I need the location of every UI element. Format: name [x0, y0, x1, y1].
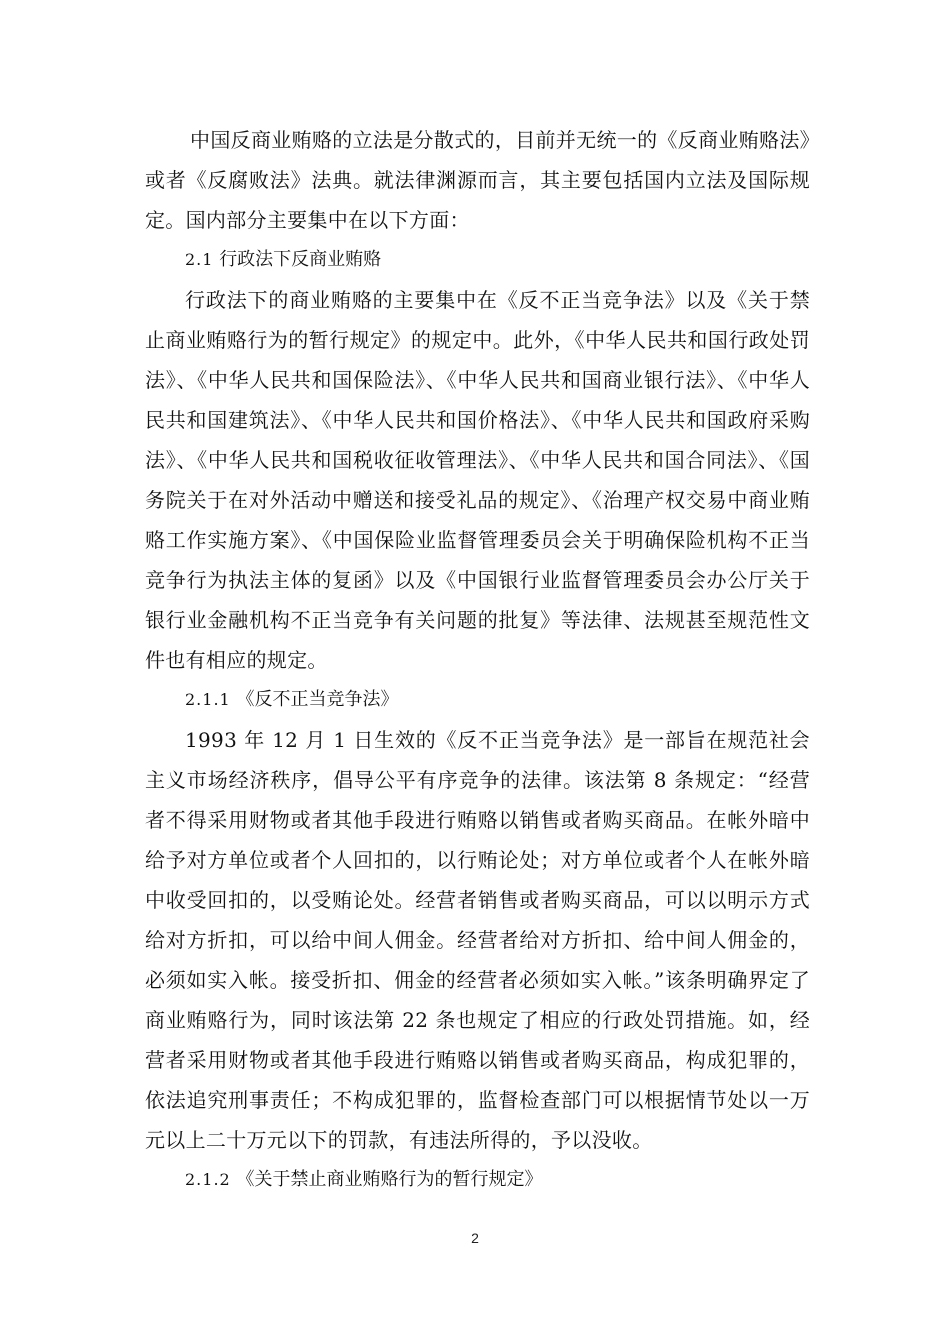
- paragraph-unfair-competition-law: 1993 年 12 月 1 日生效的《反不正当竞争法》是一部旨在规范社会主义市场经济秩序，倡导公平有序竞争的法律。该法第 8 条规定：“经营者不得采用财物或者其他手段进行贿赂以销售或者购买商品。在帐外暗中给予对方单位或者个人回扣的，以行贿论处；对方单位或者个人在帐外暗中收受回扣的，以受贿论处。经营者销售或者购买商品，可以以明示方式给对方折扣，可以给中间人佣金。经营者给对方折扣、给中间人佣金的，必须如实入帐。接受折扣、佣金的经营者必须如实入帐。”该条明确界定了商业贿赂行为，同时该法第 22 条也规定了相应的行政处罚措施。如，经营者采用财物或者其他手段进行贿赂以销售或者购买商品，构成犯罪的，依法追究刑事责任；不构成犯罪的，监督检查部门可以根据情节处以一万元以上二十万元以下的罚款，有违法所得的，予以没收。: [145, 728, 810, 1152]
- section-heading-2-1-2: [145, 1160, 810, 1200]
- document-body: [145, 120, 810, 1200]
- section-number: 2.1.2: [185, 1170, 231, 1189]
- section-heading-2-1: [145, 240, 810, 280]
- section-number: 2.1.1: [185, 690, 231, 709]
- paragraph-administrative-law: 行政法下的商业贿赂的主要集中在《反不正当竞争法》以及《关于禁止商业贿赂行为的暂行规定》的规定中。此外，《中华人民共和国行政处罚法》、《中华人民共和国保险法》、《中华人民共和国商业银行法》、《中华人民共和国建筑法》、《中华人民共和国价格法》、《中华人民共和国政府采购法》、《中华人民共和国税收征收管理法》、《中华人民共和国合同法》、《国务院关于在对外活动中赠送和接受礼品的规定》、《治理产权交易中商业贿赂工作实施方案》、《中国保险业监督管理委员会关于明确保险机构不正当竞争行为执法主体的复函》以及《中国银行业监督管理委员会办公厅关于银行业金融机构不正当竞争有关问题的批复》等法律、法规甚至规范性文件也有相应的规定。: [145, 288, 810, 672]
- section-title: 《关于禁止商业贿赂行为的暂行规定》: [236, 1169, 543, 1190]
- section-number: 2.1: [185, 250, 214, 269]
- section-heading-2-1-1: [145, 680, 810, 720]
- section-title: 行政法下反商业贿赂: [219, 249, 382, 270]
- section-title: 《反不正当竞争法》: [236, 689, 399, 710]
- paragraph-intro: 中国反商业贿赂的立法是分散式的，目前并无统一的《反商业贿赂法》或者《反腐败法》法典。就法律渊源而言，其主要包括国内立法及国际规定。国内部分主要集中在以下方面：: [145, 128, 810, 232]
- page-number: 2: [471, 1230, 479, 1246]
